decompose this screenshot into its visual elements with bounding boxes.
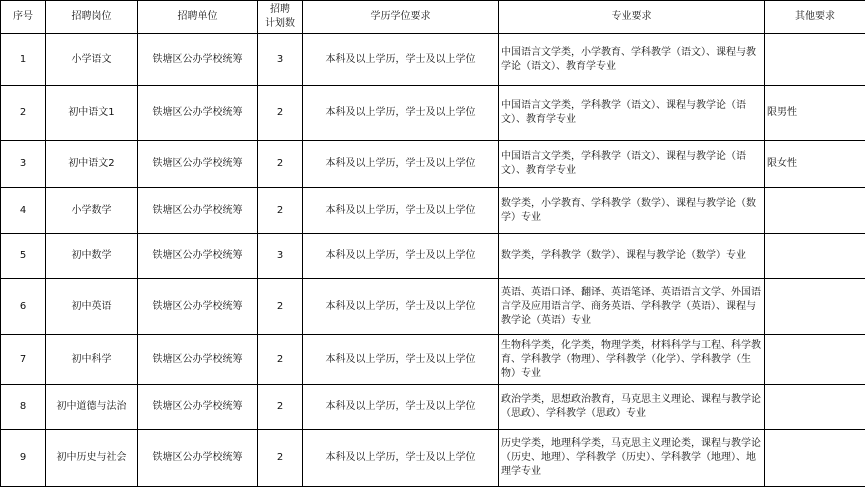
table-row — [1, 385, 865, 430]
cell-plan: 2 — [258, 335, 303, 385]
cell-education: 本科及以上学历，学士及以上学位 — [303, 141, 499, 188]
header-plan — [258, 1, 303, 34]
cell-seq: 6 — [1, 279, 46, 335]
cell-education: 本科及以上学历，学士及以上学位 — [303, 385, 499, 430]
cell-unit: 铁塘区公办学校统筹 — [138, 86, 258, 141]
cell-major: 政治学类，思想政治教育，马克思主义理论、课程与教学论（思政）、学科教学（思政）专业 — [499, 385, 765, 430]
cell-education: 本科及以上学历，学士及以上学位 — [303, 188, 499, 234]
cell-unit: 铁塘区公办学校统筹 — [138, 141, 258, 188]
cell-seq: 7 — [1, 335, 46, 385]
cell-unit: 铁塘区公办学校统筹 — [138, 385, 258, 430]
cell-major: 英语、英语口译、翻译、英语笔译、英语语言文学、外国语言学及应用语言学、商务英语、学科教学（英语）、课程与教学论（英语）专业 — [499, 279, 765, 335]
cell-seq: 4 — [1, 188, 46, 234]
cell-seq: 3 — [1, 141, 46, 188]
cell-major: 数学类，小学教育、学科教学（数学）、课程与教学论（数学）专业 — [499, 188, 765, 234]
cell-education: 本科及以上学历，学士及以上学位 — [303, 279, 499, 335]
table-row — [1, 34, 865, 86]
table-row — [1, 188, 865, 234]
table-row — [1, 430, 865, 487]
table-row — [1, 141, 865, 188]
cell-position: 初中科学 — [46, 335, 138, 385]
cell-education: 本科及以上学历，学士及以上学位 — [303, 86, 499, 141]
cell-major: 历史学类，地理科学类，马克思主义理论类，课程与教学论（历史、地理）、学科教学（历史）、学科教学（地理）、地理学专业 — [499, 430, 765, 487]
table-row — [1, 279, 865, 335]
cell-unit: 铁塘区公办学校统筹 — [138, 34, 258, 86]
cell-other — [765, 430, 865, 487]
cell-seq: 2 — [1, 86, 46, 141]
cell-other: 限男性 — [765, 86, 865, 141]
cell-plan: 3 — [258, 234, 303, 279]
cell-other — [765, 279, 865, 335]
header-position: 招聘岗位 — [46, 1, 138, 34]
cell-seq: 9 — [1, 430, 46, 487]
table-row — [1, 234, 865, 279]
cell-unit: 铁塘区公办学校统筹 — [138, 335, 258, 385]
cell-position: 初中语文1 — [46, 86, 138, 141]
cell-unit: 铁塘区公办学校统筹 — [138, 279, 258, 335]
cell-plan: 2 — [258, 141, 303, 188]
header-other: 其他要求 — [765, 1, 865, 34]
cell-education: 本科及以上学历，学士及以上学位 — [303, 34, 499, 86]
cell-major: 生物科学类，化学类，物理学类，材料科学与工程、科学教育、学科教学（物理）、学科教学（化学）、学科教学（生物）专业 — [499, 335, 765, 385]
cell-position: 初中英语 — [46, 279, 138, 335]
header-plan-line2: 计划数 — [260, 17, 300, 31]
cell-other — [765, 34, 865, 86]
cell-plan: 2 — [258, 86, 303, 141]
cell-major: 中国语言文学类，学科教学（语文）、课程与教学论（语文）、教育学专业 — [499, 141, 765, 188]
cell-position: 初中道德与法治 — [46, 385, 138, 430]
cell-other — [765, 385, 865, 430]
cell-major: 中国语言文学类，学科教学（语文）、课程与教学论（语文）、教育学专业 — [499, 86, 765, 141]
cell-seq: 5 — [1, 234, 46, 279]
header-seq: 序号 — [1, 1, 46, 34]
table-row — [1, 335, 865, 385]
cell-unit: 铁塘区公办学校统筹 — [138, 234, 258, 279]
cell-unit: 铁塘区公办学校统筹 — [138, 188, 258, 234]
header-education: 学历学位要求 — [303, 1, 499, 34]
cell-plan: 2 — [258, 279, 303, 335]
cell-plan: 3 — [258, 34, 303, 86]
header-unit: 招聘单位 — [138, 1, 258, 34]
cell-plan: 2 — [258, 188, 303, 234]
cell-position: 初中数学 — [46, 234, 138, 279]
cell-position: 初中语文2 — [46, 141, 138, 188]
cell-major: 数学类，学科教学（数学）、课程与教学论（数学）专业 — [499, 234, 765, 279]
cell-plan: 2 — [258, 430, 303, 487]
header-major: 专业要求 — [499, 1, 765, 34]
cell-position: 小学语文 — [46, 34, 138, 86]
cell-position: 初中历史与社会 — [46, 430, 138, 487]
cell-unit: 铁塘区公办学校统筹 — [138, 430, 258, 487]
cell-other — [765, 234, 865, 279]
cell-education: 本科及以上学历，学士及以上学位 — [303, 234, 499, 279]
cell-other — [765, 188, 865, 234]
cell-major: 中国语言文学类，小学教育、学科教学（语文）、课程与教学论（语文）、教育学专业 — [499, 34, 765, 86]
cell-education: 本科及以上学历，学士及以上学位 — [303, 335, 499, 385]
cell-other — [765, 335, 865, 385]
header-row — [1, 1, 865, 34]
cell-seq: 1 — [1, 34, 46, 86]
cell-other: 限女性 — [765, 141, 865, 188]
cell-education: 本科及以上学历，学士及以上学位 — [303, 430, 499, 487]
cell-position: 小学数学 — [46, 188, 138, 234]
header-plan-line1: 招聘 — [260, 3, 300, 17]
table-row — [1, 86, 865, 141]
cell-plan: 2 — [258, 385, 303, 430]
cell-seq: 8 — [1, 385, 46, 430]
